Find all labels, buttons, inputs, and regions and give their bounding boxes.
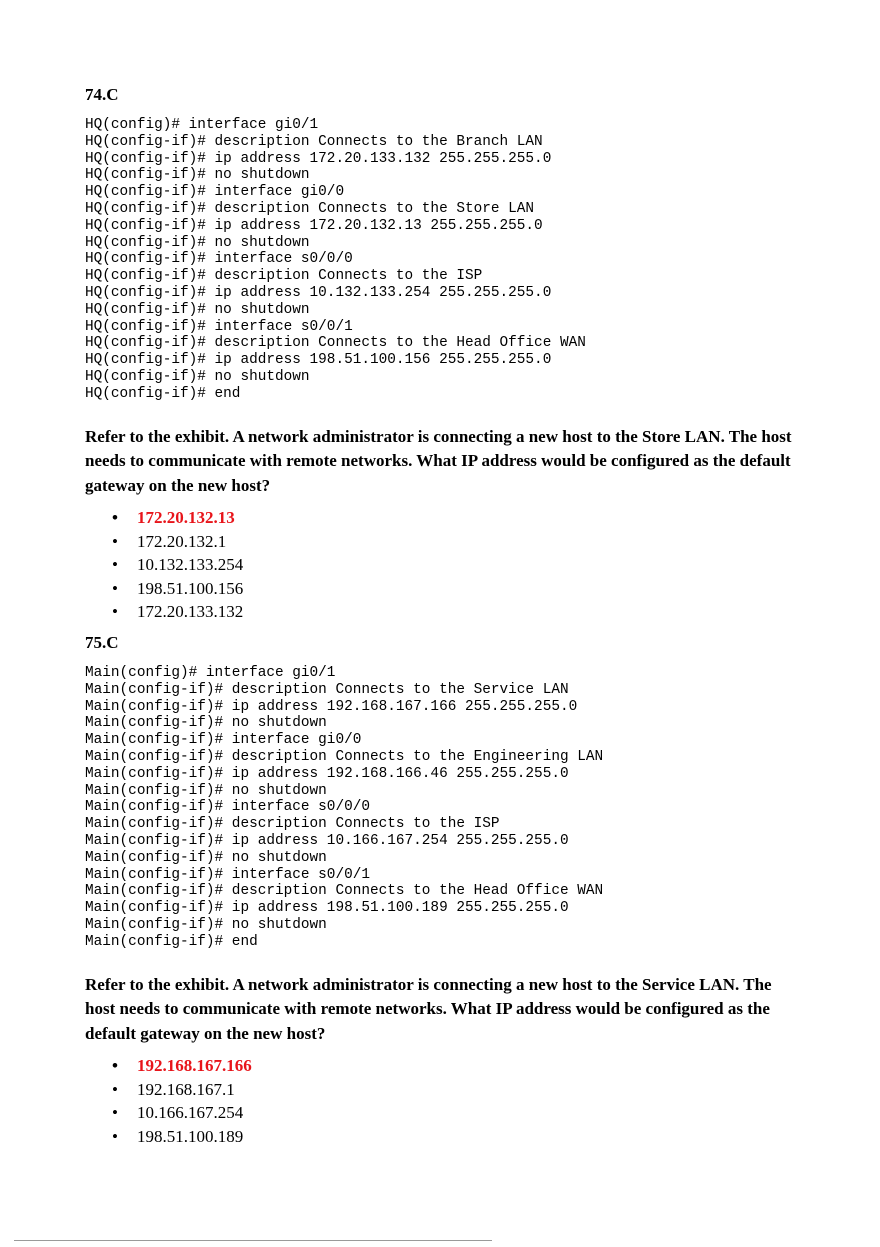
router-config-exhibit: HQ(config)# interface gi0/1 HQ(config-if)# description Connects to the Branch LAN HQ(config-if)# ip address 172.20.133.132 255.255.255.0 HQ(config-if)# no shutdown HQ(config-if)# interface gi0/0 HQ(config-if)# description Connects to the Store LAN HQ(config-if)# ip address 172.20.132.13 255.255.255.0 HQ(config-if)# no shutdown HQ(config-if)# interface s0/0/0 HQ(config-if)# description Connects to the ISP HQ(config-if)# ip address 10.132.133.254 255.255.255.0 HQ(config-if)# no shutdown HQ(config-if)# interface s0/0/1 HQ(config-if)# description Connects to the Head Office WAN HQ(config-if)# ip address 198.51.100.156 255.255.255.0 HQ(config-if)# no shutdown HQ(config-if)# end: [85, 117, 586, 402]
answer-option-correct: • 172.20.132.13: [85, 506, 805, 530]
question-text: Refer to the exhibit. A network administrator is connecting a new host to the Service LAN. The host needs to communicate with remote networks. What IP address would be configured as the default gateway on the new host?: [85, 974, 772, 1043]
question-number: 75.C: [85, 633, 119, 653]
answer-options: [85, 506, 805, 624]
answer-option: • 198.51.100.156: [85, 577, 805, 601]
question-block-74: [85, 84, 805, 624]
document-page: [85, 84, 805, 1148]
answer-option: • 172.20.133.132: [85, 600, 805, 624]
question-block-75: [85, 632, 805, 1148]
answer-option: • 10.132.133.254: [85, 553, 805, 577]
router-config-exhibit: Main(config)# interface gi0/1 Main(config-if)# description Connects to the Service LAN Main(config-if)# ip address 192.168.167.166 255.255.255.0 Main(config-if)# no shutdown Main(config-if)# interface gi0/0 Main(config-if)# description Connects to the Engineering LAN Main(config-if)# ip address 192.168.166.46 255.255.255.0 Main(config-if)# no shutdown Main(config-if)# interface s0/0/0 Main(config-if)# description Connects to the ISP Main(config-if)# ip address 10.166.167.254 255.255.255.0 Main(config-if)# no shutdown Main(config-if)# interface s0/0/1 Main(config-if)# description Connects to the Head Office WAN Main(config-if)# ip address 198.51.100.189 255.255.255.0 Main(config-if)# no shutdown Main(config-if)# end: [85, 665, 604, 950]
answer-option-correct: • 192.168.167.166: [85, 1054, 805, 1078]
answer-options: [85, 1054, 805, 1148]
answer-option: • 172.20.132.1: [85, 530, 805, 554]
question-number: 74.C: [85, 85, 119, 104]
answer-option: • 192.168.167.1: [85, 1078, 805, 1102]
question-text: Refer to the exhibit. A network administrator is connecting a new host to the Store LAN. The host needs to communicate with remote networks. What IP address would be configured as the default gateway on the new host?: [85, 426, 792, 495]
answer-option: • 198.51.100.189: [85, 1125, 805, 1149]
answer-option: • 10.166.167.254: [85, 1101, 805, 1125]
footer-divider: [14, 1240, 492, 1241]
